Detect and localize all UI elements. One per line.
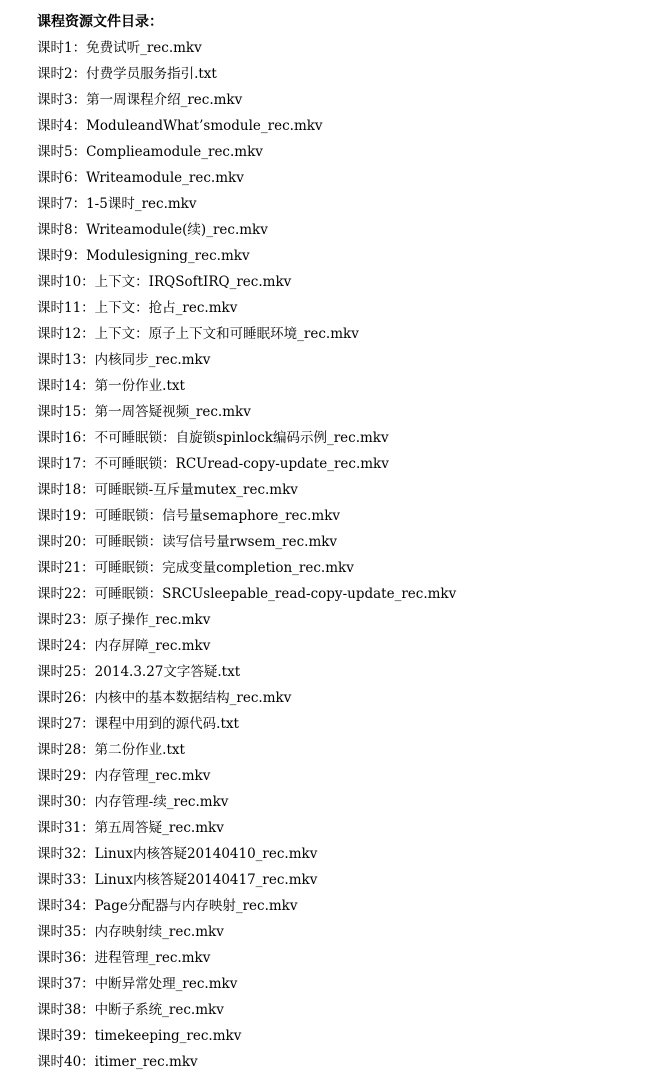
list-item: 课时18：可睡眠锁-互斥量mutex_rec.mkv: [37, 482, 298, 498]
list-item: 课时3：第一周课程介绍_rec.mkv: [37, 92, 243, 108]
list-item: 课时8：Writeamodule(续)_rec.mkv: [37, 222, 268, 238]
list-item: 课时12：上下文：原子上下文和可睡眠环境_rec.mkv: [37, 326, 359, 342]
list-item: 课时23：原子操作_rec.mkv: [37, 612, 211, 628]
list-item: 课时37：中断异常处理_rec.mkv: [37, 976, 238, 992]
list-item: 课时27：课程中用到的源代码.txt: [37, 716, 239, 732]
list-item: 课时22：可睡眠锁：SRCUsleepable_read-copy-update_rec.mkv: [37, 586, 457, 602]
list-item: 课时25：2014.3.27文字答疑.txt: [37, 664, 241, 680]
list-item: 课时20：可睡眠锁：读写信号量rwsem_rec.mkv: [37, 534, 338, 550]
list-item: 课时36：进程管理_rec.mkv: [37, 950, 211, 966]
list-item: 课时5：Complieamodule_rec.mkv: [37, 144, 263, 160]
list-item: 课时28：第二份作业.txt: [37, 742, 185, 758]
list-item: 课时29：内存管理_rec.mkv: [37, 768, 211, 784]
list-item: 课时35：内存映射续_rec.mkv: [37, 924, 224, 940]
list-item: 课时7：1-5课时_rec.mkv: [37, 196, 197, 212]
file-list: [37, 35, 637, 1075]
list-item: 课时4：ModuleandWhat’smodule_rec.mkv: [37, 118, 323, 134]
list-item: 课时11：上下文：抢占_rec.mkv: [37, 300, 238, 316]
list-item: 课时10：上下文：IRQSoftIRQ_rec.mkv: [37, 274, 292, 290]
list-item: 课时13：内核同步_rec.mkv: [37, 352, 211, 368]
document-body: [37, 9, 637, 1075]
list-item: 课时33：Linux内核答疑20140417_rec.mkv: [37, 872, 318, 888]
list-item: 课时39：timekeeping_rec.mkv: [37, 1028, 242, 1044]
list-item: 课时19：可睡眠锁：信号量semaphore_rec.mkv: [37, 508, 341, 524]
list-item: 课时24：内存屏障_rec.mkv: [37, 638, 211, 654]
list-item: 课时6：Writeamodule_rec.mkv: [37, 170, 244, 186]
list-item: 课时40：itimer_rec.mkv: [37, 1054, 198, 1070]
list-item: 课时31：第五周答疑_rec.mkv: [37, 820, 224, 836]
list-item: 课时14：第一份作业.txt: [37, 378, 185, 394]
list-item: 课时1：免费试听_rec.mkv: [37, 40, 202, 56]
list-item: 课时17：不可睡眠锁：RCUread-copy-update_rec.mkv: [37, 456, 389, 472]
list-item: 课时34：Page分配器与内存映射_rec.mkv: [37, 898, 298, 914]
list-item: 课时9：Modulesigning_rec.mkv: [37, 248, 250, 264]
list-item: 课时21：可睡眠锁：完成变量completion_rec.mkv: [37, 560, 354, 576]
page-title: 课程资源文件目录：: [37, 14, 163, 30]
list-item: 课时26：内核中的基本数据结构_rec.mkv: [37, 690, 292, 706]
list-item: 课时32：Linux内核答疑20140410_rec.mkv: [37, 846, 318, 862]
list-item: 课时38：中断子系统_rec.mkv: [37, 1002, 224, 1018]
list-item: 课时30：内存管理-续_rec.mkv: [37, 794, 229, 810]
list-item: 课时16：不可睡眠锁：自旋锁spinlock编码示例_rec.mkv: [37, 430, 389, 446]
list-item: 课时15：第一周答疑视频_rec.mkv: [37, 404, 251, 420]
list-item: 课时2：付费学员服务指引.txt: [37, 66, 217, 82]
